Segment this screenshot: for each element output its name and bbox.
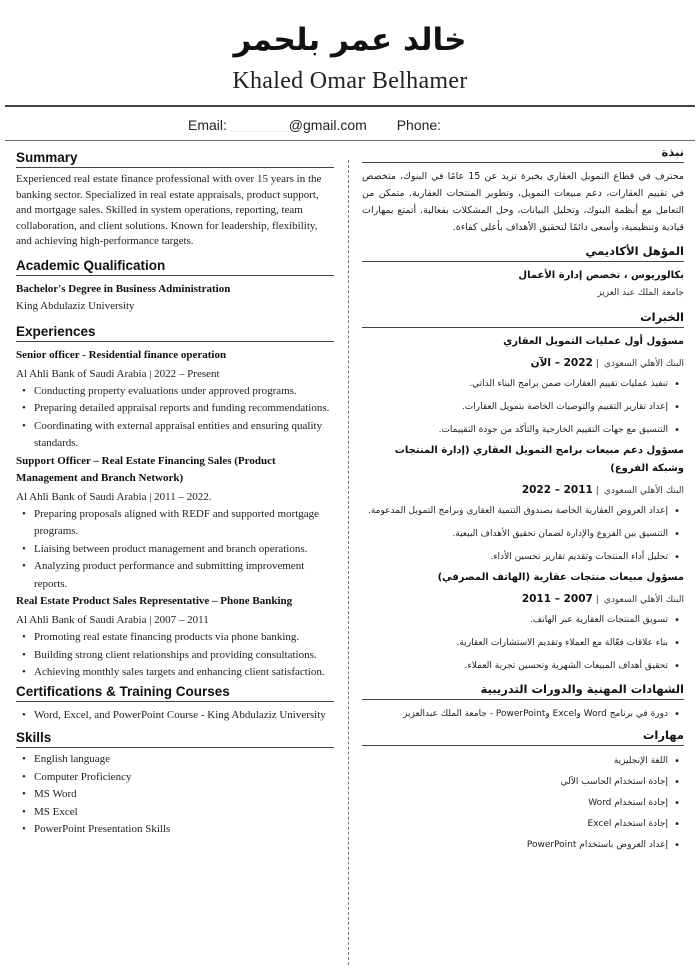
separator: | (592, 359, 599, 369)
name-english: Khaled Omar Belhamer (232, 68, 468, 94)
skill-item: • English language (22, 751, 334, 769)
summary-text-ar: محترف في قطاع التمويل العقاري بخبرة تزيد عن 15 عامًا في البنوك، متخصص في تقييم العقارات، دعم مبيعات التمويل، وتطوير المنتجات العقارية. متمكن من التعامل مع أنظمة البنوك، وتحليل البيانات، وحل المشكلات بفعالية. أتمتع بمهارات قيادية وتنظيمية، وأسعى دائمًا لتحقيق الأهداف بأعلى كفاءة. (362, 171, 684, 233)
job-bullet-ar: • إعداد العروض العقارية الخاصة بصندوق التنمية العقاري وبرامج التمويل المدعومة. (362, 500, 680, 523)
job-bullet: • Building strong client relationships and providing consultations. (22, 647, 334, 665)
job-bullet-ar: • تسويق المنتجات العقارية عبر الهاتف. (362, 609, 680, 632)
degree-ar: بكالوريوس ، تخصص إدارة الأعمال (518, 270, 684, 281)
academic-heading-ar: المؤهل الأكاديمي (362, 244, 684, 262)
period-ar: 2011 – 2022 (521, 484, 593, 496)
skill-item: • MS Word (22, 786, 334, 804)
job-ar-1 (362, 333, 684, 442)
job-role: Support Officer – Real Estate Financing Sales (Product Management and Branch Network) (16, 454, 276, 484)
job-ar-2 (362, 442, 684, 569)
job-bullet: • Coordinating with external appraisal entities and ensuring quality standards. (22, 418, 334, 453)
job-bullet: • Promoting real estate financing products via phone banking. (22, 629, 334, 647)
contact-divider (5, 140, 695, 141)
skill-item-ar: • إجادة استخدام Excel (362, 814, 680, 835)
summary-heading-ar: نبذة (362, 145, 684, 163)
experiences-heading: Experiences (16, 324, 334, 342)
skill-item: • PowerPoint Presentation Skills (22, 821, 334, 839)
job-ar-3 (362, 569, 684, 678)
certifications-heading: Certifications & Training Courses (16, 684, 334, 702)
contact-line (188, 117, 441, 133)
job-bullet: • Achieving monthly sales targets and enhancing client satisfaction. (22, 664, 334, 682)
job-bullet-ar: • التنسيق بين الفروع والإدارة لضمان تحقيق الأهداف البيعية. (362, 523, 680, 546)
email-domain: @gmail.com (288, 117, 367, 133)
job-role: Senior officer - Residential finance operation (16, 348, 227, 361)
job-role-ar: مسؤول أول عمليات التمويل العقاري (503, 336, 684, 347)
job-company: Al Ahli Bank of Saudi Arabia | 2011 – 2022. (16, 490, 212, 503)
skill-item-ar: • إعداد العروض باستخدام PowerPoint (362, 835, 680, 856)
skill-item: • Computer Proficiency (22, 769, 334, 787)
email-label: Email: (188, 117, 227, 133)
skill-item: • MS Excel (22, 804, 334, 822)
job-role-ar: مسؤول دعم مبيعات برامج التمويل العقاري (إدارة المنتجات وشبكة الفروع) (394, 445, 684, 474)
summary-text: Experienced real estate finance professional with over 15 years in the banking sector. Specialized in real estate appraisals, product support, and mortgage sales. Skilled in system operations, reporting, team collaboration, and client solutions. Known for leadership, flexibility, and achieving high-performance targets. (16, 173, 322, 247)
separator: | (592, 595, 599, 605)
job-bullet: • Liaising between product management and branch operations. (22, 541, 334, 559)
arabic-column (362, 145, 684, 856)
degree: Bachelor's Degree in Business Administration (16, 282, 231, 295)
job-2 (16, 453, 334, 594)
experiences-heading-ar: الخبرات (362, 310, 684, 328)
english-column (16, 150, 334, 839)
job-bullet-ar: • بناء علاقات فعّالة مع العملاء وتقديم الاستشارات العقارية. (362, 632, 680, 655)
job-company: Al Ahli Bank of Saudi Arabia | 2007 – 2011 (16, 614, 209, 626)
job-1 (16, 347, 334, 453)
header-divider (5, 105, 695, 107)
skill-item-ar: • إجادة استخدام الحاسب الآلي (362, 772, 680, 793)
skill-item-ar: • إجادة استخدام Word (362, 793, 680, 814)
job-bullet-ar: • التنسيق مع جهات التقييم الخارجية والتأكد من جودة التقييمات. (362, 419, 680, 442)
job-role-ar: مسؤول مبيعات منتجات عقارية (الهاتف المصرفي) (437, 572, 684, 583)
job-company-ar (362, 587, 684, 609)
summary-heading: Summary (16, 150, 334, 168)
column-divider (348, 160, 349, 965)
job-bullet: • Conducting property evaluations under approved programs. (22, 383, 334, 401)
academic-heading: Academic Qualification (16, 258, 334, 276)
name-arabic: خالد عمر بلحمر (233, 22, 467, 58)
certification-item: • Word, Excel, and PowerPoint Course - King Abdulaziz University (22, 707, 334, 725)
job-bullet: • Preparing proposals aligned with REDF and supported mortgage programs. (22, 506, 334, 541)
university-ar: جامعة الملك عبد العزيز (597, 288, 684, 298)
job-bullet: • Analyzing product performance and submitting improvement reports. (22, 558, 334, 593)
skills-heading-ar: مهارات (362, 728, 684, 746)
skills-heading: Skills (16, 730, 334, 748)
skill-item-ar: • اللغة الإنجليزية (362, 751, 680, 772)
job-role: Real Estate Product Sales Representative – Phone Banking (16, 595, 293, 607)
university: King Abdulaziz University (16, 299, 135, 312)
job-company-ar (362, 478, 684, 500)
period-ar: 2007 – 2011 (521, 593, 593, 605)
job-bullet-ar: • تنفيذ عمليات تقييم العقارات ضمن برامج البناء الذاتي. (362, 373, 680, 396)
phone-label: Phone: (396, 117, 442, 133)
job-company: Al Ahli Bank of Saudi Arabia | 2022 – Present (16, 367, 220, 380)
company-ar: البنك الأهلي السعودي (603, 359, 684, 369)
company-ar: البنك الأهلي السعودي (603, 486, 684, 496)
email-redaction (231, 120, 289, 132)
period-ar: 2022 – الآن (530, 357, 593, 369)
job-company-ar (362, 351, 684, 373)
certifications-heading-ar: الشهادات المهنية والدورات التدريبية (362, 682, 684, 700)
job-bullet-ar: • تحقيق أهداف المبيعات الشهرية وتحسين تجربة العملاء. (362, 655, 680, 678)
job-3 (16, 593, 334, 682)
company-ar: البنك الأهلي السعودي (603, 595, 684, 605)
separator: | (592, 486, 599, 496)
job-bullet-ar: • إعداد تقارير التقييم والتوصيات الخاصة بتمويل العقارات. (362, 396, 680, 419)
job-bullet: • Preparing detailed appraisal reports and funding recommendations. (22, 400, 334, 418)
certification-item-ar: • دورة في برنامج Word وExcel وPowerPoint - جامعة الملك عبدالعزيز (362, 705, 680, 724)
job-bullet-ar: • تحليل أداء المنتجات وتقديم تقارير تحسين الأداء. (362, 546, 680, 569)
